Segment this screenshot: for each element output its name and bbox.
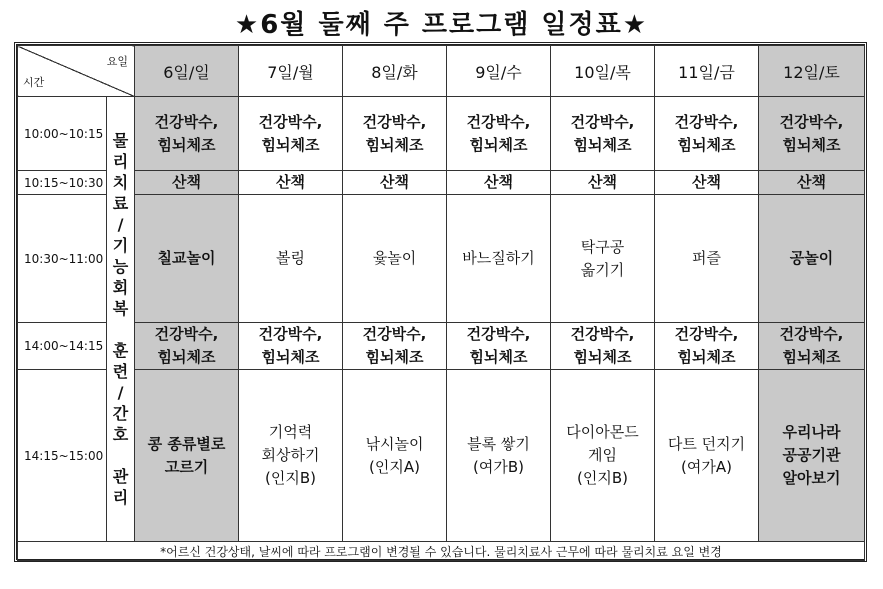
time-cell: 14:00~14:15: [18, 323, 107, 370]
program-cell: 퍼즐: [655, 195, 759, 323]
program-cell: 낚시놀이 (인지A): [343, 370, 447, 542]
program-cell: 건강박수, 힘뇌체조: [239, 97, 343, 171]
program-cell: 산책: [343, 171, 447, 195]
header-row: [18, 46, 865, 97]
day-header-wed: 9일/수: [447, 46, 551, 97]
footer-note: *어르신 건강상태, 날씨에 따라 프로그램이 변경될 수 있습니다. 물리치료사 근무에 따라 물리치료 요일 변경: [18, 542, 865, 561]
day-header-sun: 6일/일: [135, 46, 239, 97]
therapy-side-label: 물 리 치 료 / 기 능 회 복 훈 련 / 간 호 관 리: [107, 97, 135, 542]
program-cell: 윷놀이: [343, 195, 447, 323]
corner-cell: [18, 46, 135, 97]
program-cell: 건강박수, 힘뇌체조: [655, 97, 759, 171]
program-cell: 건강박수, 힘뇌체조: [447, 323, 551, 370]
program-cell: 우리나라 공공기관 알아보기: [759, 370, 865, 542]
time-cell: 10:00~10:15: [18, 97, 107, 171]
program-cell: 산책: [447, 171, 551, 195]
program-cell: 기억력 회상하기 (인지B): [239, 370, 343, 542]
day-header-mon: 7일/월: [239, 46, 343, 97]
program-cell: 공놀이: [759, 195, 865, 323]
program-cell: 건강박수, 힘뇌체조: [135, 323, 239, 370]
program-cell: 탁구공 옮기기: [551, 195, 655, 323]
program-cell: 건강박수, 힘뇌체조: [447, 97, 551, 171]
schedule-table: [17, 45, 865, 561]
program-cell: 콩 종류별로 고르기: [135, 370, 239, 542]
day-header-sat: 12일/토: [759, 46, 865, 97]
program-cell: 다이아몬드 게임 (인지B): [551, 370, 655, 542]
time-cell: 10:30~11:00: [18, 195, 107, 323]
program-cell: 건강박수, 힘뇌체조: [343, 323, 447, 370]
program-cell: 건강박수, 힘뇌체조: [135, 97, 239, 171]
schedule-row: [18, 171, 865, 195]
schedule-row: [18, 195, 865, 323]
page-title: ★6월 둘째 주 프로그램 일정표★: [234, 10, 649, 40]
program-cell: 건강박수, 힘뇌체조: [551, 323, 655, 370]
time-cell: 14:15~15:00: [18, 370, 107, 542]
schedule-row: [18, 370, 865, 542]
program-cell: 산책: [551, 171, 655, 195]
program-cell: 산책: [135, 171, 239, 195]
program-cell: 건강박수, 힘뇌체조: [655, 323, 759, 370]
program-cell: 산책: [239, 171, 343, 195]
program-cell: 바느질하기: [447, 195, 551, 323]
program-cell: 건강박수, 힘뇌체조: [759, 97, 865, 171]
program-cell: 볼링: [239, 195, 343, 323]
program-cell: 건강박수, 힘뇌체조: [551, 97, 655, 171]
program-cell: 산책: [759, 171, 865, 195]
corner-time-label: 시간: [23, 76, 45, 89]
schedule-row: [18, 97, 865, 171]
program-cell: 칠교놀이: [135, 195, 239, 323]
program-cell: 다트 던지기 (여가A): [655, 370, 759, 542]
program-cell: 블록 쌓기 (여가B): [447, 370, 551, 542]
program-cell: 산책: [655, 171, 759, 195]
day-header-fri: 11일/금: [655, 46, 759, 97]
corner-day-label: 요일: [106, 55, 128, 68]
time-cell: 10:15~10:30: [18, 171, 107, 195]
schedule-row: [18, 323, 865, 370]
program-cell: 건강박수, 힘뇌체조: [343, 97, 447, 171]
program-cell: 건강박수, 힘뇌체조: [239, 323, 343, 370]
day-header-thu: 10일/목: [551, 46, 655, 97]
program-cell: 건강박수, 힘뇌체조: [759, 323, 865, 370]
day-header-tue: 8일/화: [343, 46, 447, 97]
